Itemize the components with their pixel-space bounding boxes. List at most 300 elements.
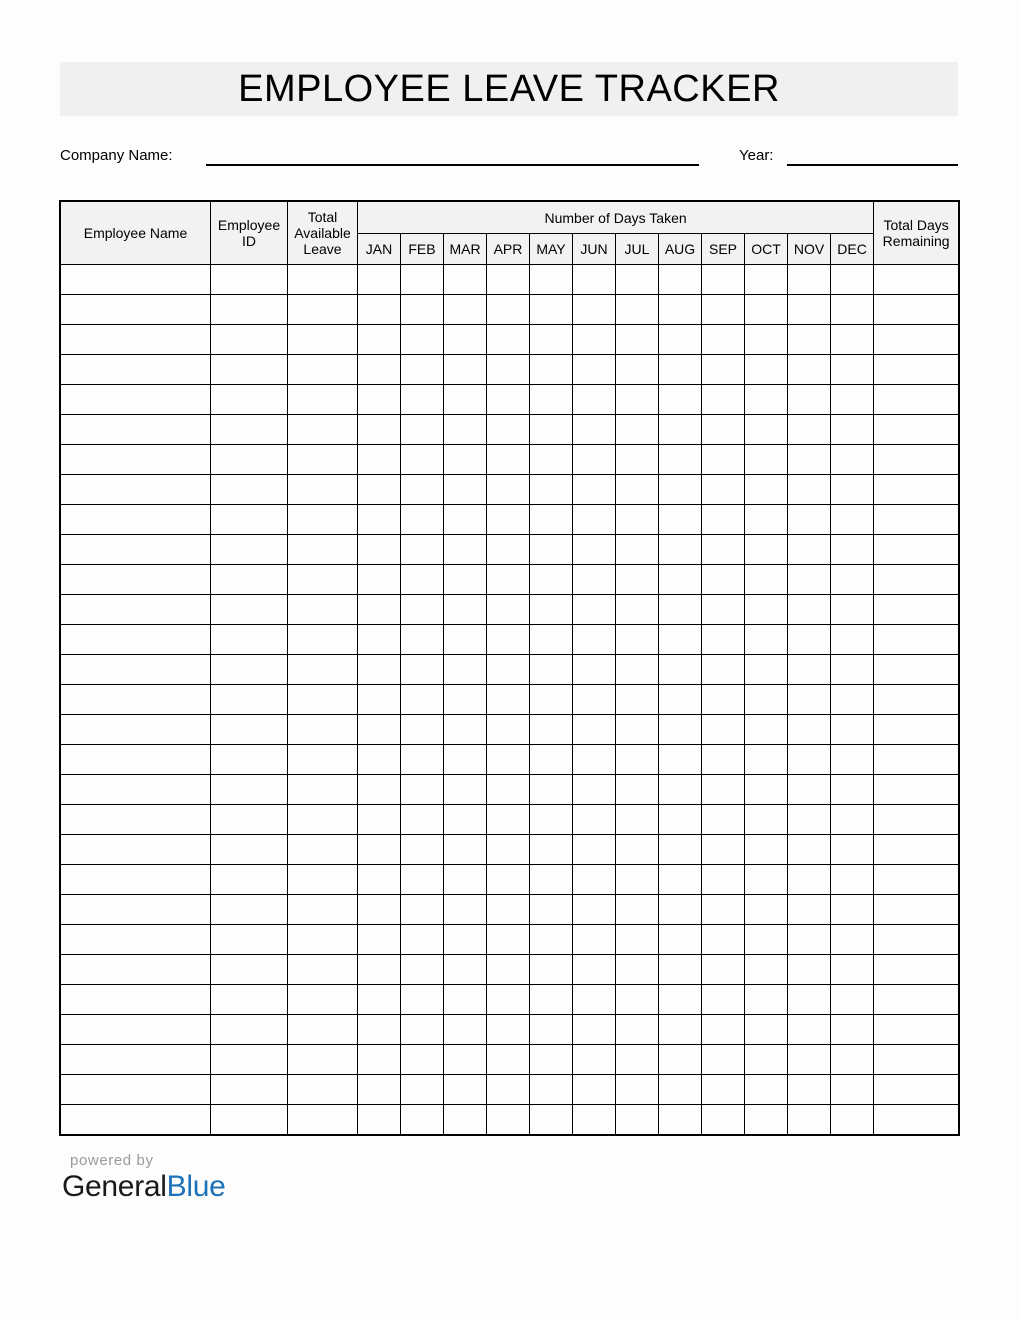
table-cell[interactable] — [487, 985, 530, 1015]
table-cell[interactable] — [487, 955, 530, 985]
table-cell[interactable] — [401, 895, 444, 925]
table-cell[interactable] — [573, 1015, 616, 1045]
table-cell[interactable] — [874, 385, 959, 415]
table-cell[interactable] — [61, 1045, 211, 1075]
table-cell[interactable] — [530, 1105, 573, 1135]
table-cell[interactable] — [211, 385, 288, 415]
table-cell[interactable] — [61, 775, 211, 805]
table-cell[interactable] — [874, 865, 959, 895]
table-cell[interactable] — [358, 595, 401, 625]
table-cell[interactable] — [61, 355, 211, 385]
table-cell[interactable] — [530, 445, 573, 475]
table-cell[interactable] — [702, 505, 745, 535]
table-cell[interactable] — [702, 385, 745, 415]
table-cell[interactable] — [874, 895, 959, 925]
table-cell[interactable] — [530, 265, 573, 295]
table-cell[interactable] — [358, 1045, 401, 1075]
table-cell[interactable] — [573, 685, 616, 715]
table-cell[interactable] — [702, 895, 745, 925]
table-cell[interactable] — [745, 325, 788, 355]
table-cell[interactable] — [831, 595, 874, 625]
table-cell[interactable] — [401, 925, 444, 955]
table-cell[interactable] — [788, 295, 831, 325]
table-cell[interactable] — [288, 595, 358, 625]
table-cell[interactable] — [444, 1045, 487, 1075]
table-cell[interactable] — [530, 505, 573, 535]
year-field[interactable] — [787, 146, 958, 166]
table-cell[interactable] — [831, 1075, 874, 1105]
table-cell[interactable] — [573, 265, 616, 295]
table-cell[interactable] — [573, 475, 616, 505]
table-cell[interactable] — [358, 685, 401, 715]
table-cell[interactable] — [61, 505, 211, 535]
table-cell[interactable] — [831, 745, 874, 775]
table-cell[interactable] — [616, 835, 659, 865]
table-cell[interactable] — [61, 1015, 211, 1045]
table-cell[interactable] — [831, 475, 874, 505]
table-cell[interactable] — [444, 1075, 487, 1105]
table-cell[interactable] — [874, 805, 959, 835]
table-cell[interactable] — [288, 685, 358, 715]
table-cell[interactable] — [874, 355, 959, 385]
table-cell[interactable] — [444, 265, 487, 295]
table-cell[interactable] — [831, 805, 874, 835]
table-cell[interactable] — [788, 685, 831, 715]
table-cell[interactable] — [616, 385, 659, 415]
table-cell[interactable] — [573, 325, 616, 355]
table-cell[interactable] — [358, 805, 401, 835]
table-cell[interactable] — [702, 295, 745, 325]
table-cell[interactable] — [831, 625, 874, 655]
table-cell[interactable] — [61, 865, 211, 895]
table-cell[interactable] — [358, 655, 401, 685]
table-cell[interactable] — [211, 1045, 288, 1075]
table-cell[interactable] — [745, 865, 788, 895]
table-cell[interactable] — [61, 655, 211, 685]
table-cell[interactable] — [702, 1105, 745, 1135]
table-cell[interactable] — [530, 655, 573, 685]
table-cell[interactable] — [487, 865, 530, 895]
table-cell[interactable] — [831, 265, 874, 295]
table-cell[interactable] — [874, 1045, 959, 1075]
table-cell[interactable] — [745, 775, 788, 805]
table-cell[interactable] — [401, 745, 444, 775]
table-cell[interactable] — [702, 685, 745, 715]
table-cell[interactable] — [573, 775, 616, 805]
table-cell[interactable] — [616, 505, 659, 535]
table-cell[interactable] — [211, 415, 288, 445]
table-cell[interactable] — [401, 535, 444, 565]
table-cell[interactable] — [211, 715, 288, 745]
table-cell[interactable] — [831, 655, 874, 685]
table-cell[interactable] — [745, 895, 788, 925]
table-cell[interactable] — [745, 445, 788, 475]
table-cell[interactable] — [530, 475, 573, 505]
table-cell[interactable] — [616, 925, 659, 955]
table-cell[interactable] — [211, 265, 288, 295]
table-cell[interactable] — [211, 355, 288, 385]
table-cell[interactable] — [487, 745, 530, 775]
table-cell[interactable] — [573, 625, 616, 655]
table-cell[interactable] — [487, 895, 530, 925]
table-cell[interactable] — [401, 775, 444, 805]
table-cell[interactable] — [61, 955, 211, 985]
table-cell[interactable] — [444, 325, 487, 355]
table-cell[interactable] — [788, 655, 831, 685]
table-cell[interactable] — [288, 865, 358, 895]
table-cell[interactable] — [401, 865, 444, 895]
table-cell[interactable] — [874, 835, 959, 865]
table-cell[interactable] — [659, 565, 702, 595]
table-cell[interactable] — [745, 265, 788, 295]
table-cell[interactable] — [573, 745, 616, 775]
table-cell[interactable] — [288, 355, 358, 385]
table-cell[interactable] — [401, 475, 444, 505]
table-cell[interactable] — [358, 445, 401, 475]
table-cell[interactable] — [874, 745, 959, 775]
table-cell[interactable] — [874, 685, 959, 715]
table-cell[interactable] — [530, 955, 573, 985]
table-cell[interactable] — [487, 565, 530, 595]
table-cell[interactable] — [487, 625, 530, 655]
table-cell[interactable] — [211, 655, 288, 685]
table-cell[interactable] — [211, 595, 288, 625]
table-cell[interactable] — [659, 505, 702, 535]
table-cell[interactable] — [444, 685, 487, 715]
table-cell[interactable] — [831, 895, 874, 925]
table-cell[interactable] — [444, 775, 487, 805]
table-cell[interactable] — [288, 955, 358, 985]
table-cell[interactable] — [874, 1015, 959, 1045]
table-cell[interactable] — [530, 355, 573, 385]
table-cell[interactable] — [61, 1105, 211, 1135]
table-cell[interactable] — [358, 415, 401, 445]
table-cell[interactable] — [702, 565, 745, 595]
table-cell[interactable] — [211, 745, 288, 775]
table-cell[interactable] — [358, 535, 401, 565]
table-cell[interactable] — [659, 685, 702, 715]
table-cell[interactable] — [788, 265, 831, 295]
table-cell[interactable] — [358, 985, 401, 1015]
table-cell[interactable] — [745, 745, 788, 775]
table-cell[interactable] — [659, 385, 702, 415]
table-cell[interactable] — [530, 535, 573, 565]
table-cell[interactable] — [358, 1015, 401, 1045]
table-cell[interactable] — [61, 625, 211, 655]
table-cell[interactable] — [831, 1105, 874, 1135]
table-cell[interactable] — [487, 925, 530, 955]
table-cell[interactable] — [745, 355, 788, 385]
table-cell[interactable] — [358, 925, 401, 955]
table-cell[interactable] — [487, 295, 530, 325]
table-cell[interactable] — [573, 565, 616, 595]
table-cell[interactable] — [61, 265, 211, 295]
table-cell[interactable] — [444, 595, 487, 625]
table-cell[interactable] — [788, 835, 831, 865]
table-cell[interactable] — [211, 475, 288, 505]
table-cell[interactable] — [358, 265, 401, 295]
table-cell[interactable] — [401, 355, 444, 385]
table-cell[interactable] — [831, 685, 874, 715]
table-cell[interactable] — [659, 625, 702, 655]
table-cell[interactable] — [573, 385, 616, 415]
table-cell[interactable] — [401, 385, 444, 415]
table-cell[interactable] — [288, 475, 358, 505]
table-cell[interactable] — [358, 565, 401, 595]
table-cell[interactable] — [745, 805, 788, 835]
table-cell[interactable] — [702, 1075, 745, 1105]
table-cell[interactable] — [659, 835, 702, 865]
table-cell[interactable] — [659, 415, 702, 445]
table-cell[interactable] — [659, 895, 702, 925]
table-cell[interactable] — [61, 685, 211, 715]
table-cell[interactable] — [530, 625, 573, 655]
table-cell[interactable] — [573, 295, 616, 325]
table-cell[interactable] — [831, 355, 874, 385]
table-cell[interactable] — [659, 925, 702, 955]
table-cell[interactable] — [659, 325, 702, 355]
table-cell[interactable] — [745, 535, 788, 565]
table-cell[interactable] — [358, 715, 401, 745]
table-cell[interactable] — [401, 445, 444, 475]
table-cell[interactable] — [211, 505, 288, 535]
table-cell[interactable] — [530, 925, 573, 955]
table-cell[interactable] — [659, 295, 702, 325]
table-cell[interactable] — [702, 715, 745, 745]
table-cell[interactable] — [745, 415, 788, 445]
table-cell[interactable] — [444, 295, 487, 325]
table-cell[interactable] — [444, 1105, 487, 1135]
table-cell[interactable] — [487, 385, 530, 415]
table-cell[interactable] — [702, 655, 745, 685]
table-cell[interactable] — [745, 655, 788, 685]
table-cell[interactable] — [573, 985, 616, 1015]
table-cell[interactable] — [444, 415, 487, 445]
table-cell[interactable] — [401, 985, 444, 1015]
table-cell[interactable] — [358, 505, 401, 535]
table-cell[interactable] — [616, 715, 659, 745]
table-cell[interactable] — [573, 955, 616, 985]
table-cell[interactable] — [444, 865, 487, 895]
table-cell[interactable] — [487, 445, 530, 475]
table-cell[interactable] — [616, 475, 659, 505]
table-cell[interactable] — [745, 295, 788, 325]
table-cell[interactable] — [401, 715, 444, 745]
table-cell[interactable] — [788, 355, 831, 385]
table-cell[interactable] — [702, 835, 745, 865]
table-cell[interactable] — [788, 475, 831, 505]
table-cell[interactable] — [831, 565, 874, 595]
table-cell[interactable] — [702, 865, 745, 895]
table-cell[interactable] — [702, 1045, 745, 1075]
table-cell[interactable] — [616, 655, 659, 685]
table-cell[interactable] — [211, 325, 288, 355]
table-cell[interactable] — [831, 715, 874, 745]
table-cell[interactable] — [401, 1015, 444, 1045]
table-cell[interactable] — [487, 1045, 530, 1075]
table-cell[interactable] — [288, 385, 358, 415]
table-cell[interactable] — [874, 325, 959, 355]
company-name-field[interactable] — [206, 146, 699, 166]
table-cell[interactable] — [444, 355, 487, 385]
table-cell[interactable] — [211, 1075, 288, 1105]
table-cell[interactable] — [659, 775, 702, 805]
table-cell[interactable] — [487, 505, 530, 535]
table-cell[interactable] — [788, 895, 831, 925]
table-cell[interactable] — [401, 265, 444, 295]
table-cell[interactable] — [288, 1105, 358, 1135]
table-cell[interactable] — [530, 565, 573, 595]
table-cell[interactable] — [659, 1045, 702, 1075]
table-cell[interactable] — [530, 835, 573, 865]
table-cell[interactable] — [444, 625, 487, 655]
table-cell[interactable] — [530, 985, 573, 1015]
table-cell[interactable] — [487, 325, 530, 355]
table-cell[interactable] — [659, 1105, 702, 1135]
table-cell[interactable] — [530, 745, 573, 775]
table-cell[interactable] — [211, 1105, 288, 1135]
table-cell[interactable] — [874, 565, 959, 595]
table-cell[interactable] — [211, 685, 288, 715]
table-cell[interactable] — [530, 895, 573, 925]
table-cell[interactable] — [288, 535, 358, 565]
table-cell[interactable] — [831, 415, 874, 445]
table-cell[interactable] — [702, 325, 745, 355]
table-cell[interactable] — [831, 955, 874, 985]
table-cell[interactable] — [444, 715, 487, 745]
table-cell[interactable] — [616, 445, 659, 475]
table-cell[interactable] — [401, 295, 444, 325]
table-cell[interactable] — [874, 985, 959, 1015]
table-cell[interactable] — [444, 835, 487, 865]
table-cell[interactable] — [573, 715, 616, 745]
table-cell[interactable] — [401, 325, 444, 355]
table-cell[interactable] — [831, 1045, 874, 1075]
table-cell[interactable] — [288, 655, 358, 685]
table-cell[interactable] — [702, 595, 745, 625]
table-cell[interactable] — [530, 715, 573, 745]
table-cell[interactable] — [573, 925, 616, 955]
table-cell[interactable] — [288, 415, 358, 445]
table-cell[interactable] — [358, 385, 401, 415]
table-cell[interactable] — [702, 955, 745, 985]
table-cell[interactable] — [358, 1075, 401, 1105]
table-cell[interactable] — [616, 985, 659, 1015]
table-cell[interactable] — [61, 295, 211, 325]
table-cell[interactable] — [211, 985, 288, 1015]
table-cell[interactable] — [530, 775, 573, 805]
table-cell[interactable] — [874, 715, 959, 745]
table-cell[interactable] — [874, 655, 959, 685]
table-cell[interactable] — [745, 1075, 788, 1105]
table-cell[interactable] — [61, 835, 211, 865]
table-cell[interactable] — [788, 745, 831, 775]
table-cell[interactable] — [530, 325, 573, 355]
table-cell[interactable] — [745, 985, 788, 1015]
table-cell[interactable] — [616, 565, 659, 595]
table-cell[interactable] — [659, 865, 702, 895]
table-cell[interactable] — [401, 685, 444, 715]
table-cell[interactable] — [444, 475, 487, 505]
table-cell[interactable] — [487, 655, 530, 685]
table-cell[interactable] — [745, 1105, 788, 1135]
table-cell[interactable] — [530, 295, 573, 325]
table-cell[interactable] — [444, 745, 487, 775]
table-cell[interactable] — [530, 865, 573, 895]
table-cell[interactable] — [61, 385, 211, 415]
table-cell[interactable] — [874, 1075, 959, 1105]
table-cell[interactable] — [288, 985, 358, 1015]
table-cell[interactable] — [659, 265, 702, 295]
table-cell[interactable] — [831, 925, 874, 955]
table-cell[interactable] — [616, 805, 659, 835]
table-cell[interactable] — [659, 985, 702, 1015]
table-cell[interactable] — [487, 355, 530, 385]
table-cell[interactable] — [61, 565, 211, 595]
table-cell[interactable] — [831, 865, 874, 895]
table-cell[interactable] — [573, 805, 616, 835]
table-cell[interactable] — [358, 355, 401, 385]
table-cell[interactable] — [530, 415, 573, 445]
table-cell[interactable] — [659, 535, 702, 565]
table-cell[interactable] — [401, 595, 444, 625]
table-cell[interactable] — [745, 565, 788, 595]
table-cell[interactable] — [616, 745, 659, 775]
table-cell[interactable] — [788, 625, 831, 655]
table-cell[interactable] — [616, 325, 659, 355]
table-cell[interactable] — [211, 625, 288, 655]
table-cell[interactable] — [211, 805, 288, 835]
table-cell[interactable] — [487, 265, 530, 295]
table-cell[interactable] — [702, 625, 745, 655]
table-cell[interactable] — [401, 505, 444, 535]
table-cell[interactable] — [659, 595, 702, 625]
table-cell[interactable] — [788, 565, 831, 595]
table-cell[interactable] — [874, 925, 959, 955]
table-cell[interactable] — [487, 805, 530, 835]
table-cell[interactable] — [530, 805, 573, 835]
table-cell[interactable] — [831, 385, 874, 415]
table-cell[interactable] — [61, 475, 211, 505]
table-cell[interactable] — [573, 655, 616, 685]
table-cell[interactable] — [530, 1045, 573, 1075]
table-cell[interactable] — [745, 1015, 788, 1045]
table-cell[interactable] — [616, 1075, 659, 1105]
table-cell[interactable] — [401, 565, 444, 595]
table-cell[interactable] — [788, 595, 831, 625]
table-cell[interactable] — [211, 835, 288, 865]
table-cell[interactable] — [616, 295, 659, 325]
table-cell[interactable] — [788, 1045, 831, 1075]
table-cell[interactable] — [444, 805, 487, 835]
table-cell[interactable] — [616, 895, 659, 925]
table-cell[interactable] — [530, 595, 573, 625]
table-cell[interactable] — [616, 265, 659, 295]
table-cell[interactable] — [288, 265, 358, 295]
table-cell[interactable] — [659, 715, 702, 745]
table-cell[interactable] — [874, 535, 959, 565]
table-cell[interactable] — [211, 955, 288, 985]
table-cell[interactable] — [401, 1075, 444, 1105]
table-cell[interactable] — [831, 535, 874, 565]
table-cell[interactable] — [573, 415, 616, 445]
table-cell[interactable] — [573, 1045, 616, 1075]
table-cell[interactable] — [788, 715, 831, 745]
table-cell[interactable] — [659, 805, 702, 835]
table-cell[interactable] — [444, 1015, 487, 1045]
table-cell[interactable] — [288, 715, 358, 745]
table-cell[interactable] — [288, 1015, 358, 1045]
